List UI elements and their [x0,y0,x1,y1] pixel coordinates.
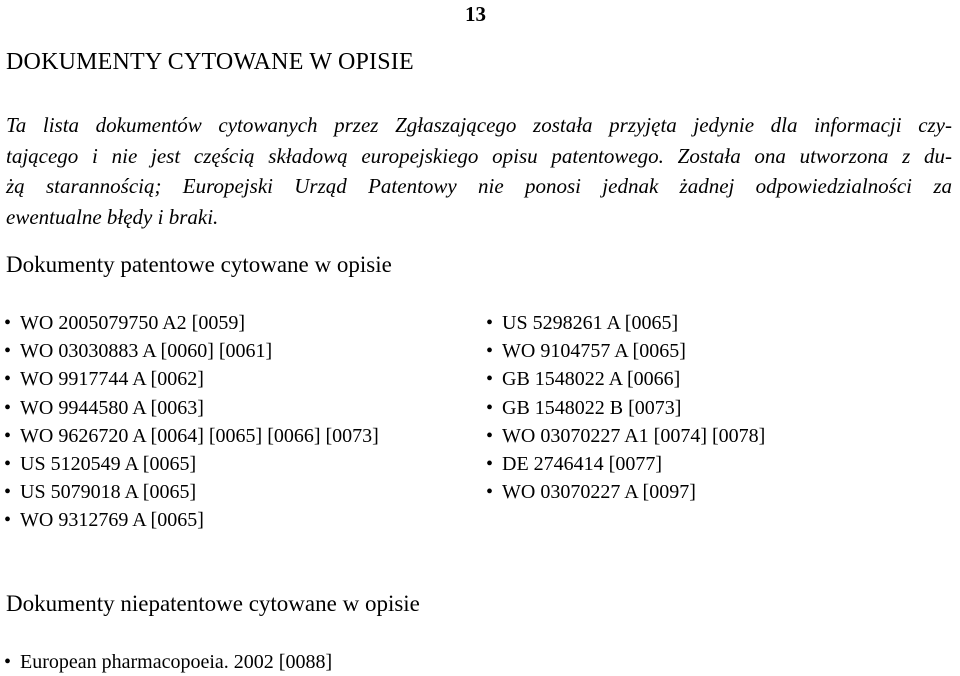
patent-citation [486,422,765,450]
intro-paragraph [6,110,952,232]
bullet-icon: • [4,481,12,504]
citation-text: WO 2005079750 A2 [0059] [20,312,245,334]
bullet-icon: • [4,368,12,391]
citation-text: US 5079018 A [0065] [20,481,197,504]
citation-text: WO 9104757 A [0065] [502,340,686,363]
citation-text: US 5298261 A [0065] [502,312,679,334]
patent-citation [4,337,379,365]
patent-list-left [4,309,379,535]
citation-text: GB 1548022 B [0073] [502,396,682,419]
patent-citation [486,478,765,506]
patent-documents-heading: Dokumenty patentowe cytowane w opisie [6,252,392,277]
patent-citation [4,478,379,506]
citation-text: WO 03070227 A [0097] [502,481,696,504]
citation-text: DE 2746414 [0077] [502,453,662,476]
nonpatent-documents-heading: Dokumenty niepatentowe cytowane w opisie [6,591,420,616]
bullet-icon: • [4,396,12,419]
citation-text: WO 9944580 A [0063] [20,396,204,419]
bullet-icon: • [486,396,494,419]
bullet-icon: • [486,340,494,363]
bullet-icon: • [4,424,12,447]
bullet-icon: • [4,340,12,363]
patent-citation [4,365,379,393]
intro-line: Ta lista dokumentów cytowanych przez Zgłaszającego została przyjęta jedynie dla informacji czy- [6,113,952,137]
citation-text: WO 9312769 A [0065] [20,509,204,532]
intro-line: tającego i nie jest częścią składową europejskiego opisu patentowego. Została ona utworzona z du- [6,143,952,168]
bullet-icon: • [486,368,494,391]
patent-citation [4,506,379,534]
page-number: 13 [465,2,486,26]
patent-citation [486,337,765,365]
citation-text: WO 03070227 A1 [0074] [0078] [502,424,766,447]
citation-text: WO 03030883 A [0060] [0061] [20,340,273,363]
patent-citation [486,394,765,422]
nonpatent-list [4,648,332,676]
patent-list-right [486,309,765,506]
bullet-icon: • [486,481,494,504]
patent-citation [4,309,379,337]
bullet-icon: • [486,453,494,476]
citation-text: European pharmacopoeia. 2002 [0088] [20,651,333,673]
citation-text: WO 9917744 A [0062] [20,368,204,391]
citation-text: US 5120549 A [0065] [20,453,197,476]
document-title: DOKUMENTY CYTOWANE W OPISIE [6,49,414,75]
intro-line: ewentualne błędy i braki. [6,204,219,229]
nonpatent-citation [4,648,332,676]
patent-citation [486,365,765,393]
citation-text: GB 1548022 A [0066] [502,368,681,391]
patent-citation [4,422,379,450]
patent-citation [486,450,765,478]
bullet-icon: • [4,651,12,673]
intro-line: żą starannością; Europejski Urząd Patentowy nie ponosi jednak żadnej odpowiedzialności za [6,174,952,198]
citation-text: WO 9626720 A [0064] [0065] [0066] [0073] [20,424,379,447]
bullet-icon: • [486,312,494,334]
bullet-icon: • [486,424,494,447]
bullet-icon: • [4,453,12,476]
patent-citation [4,450,379,478]
patent-citation [486,309,765,337]
bullet-icon: • [4,312,12,334]
patent-citation [4,394,379,422]
bullet-icon: • [4,509,12,532]
